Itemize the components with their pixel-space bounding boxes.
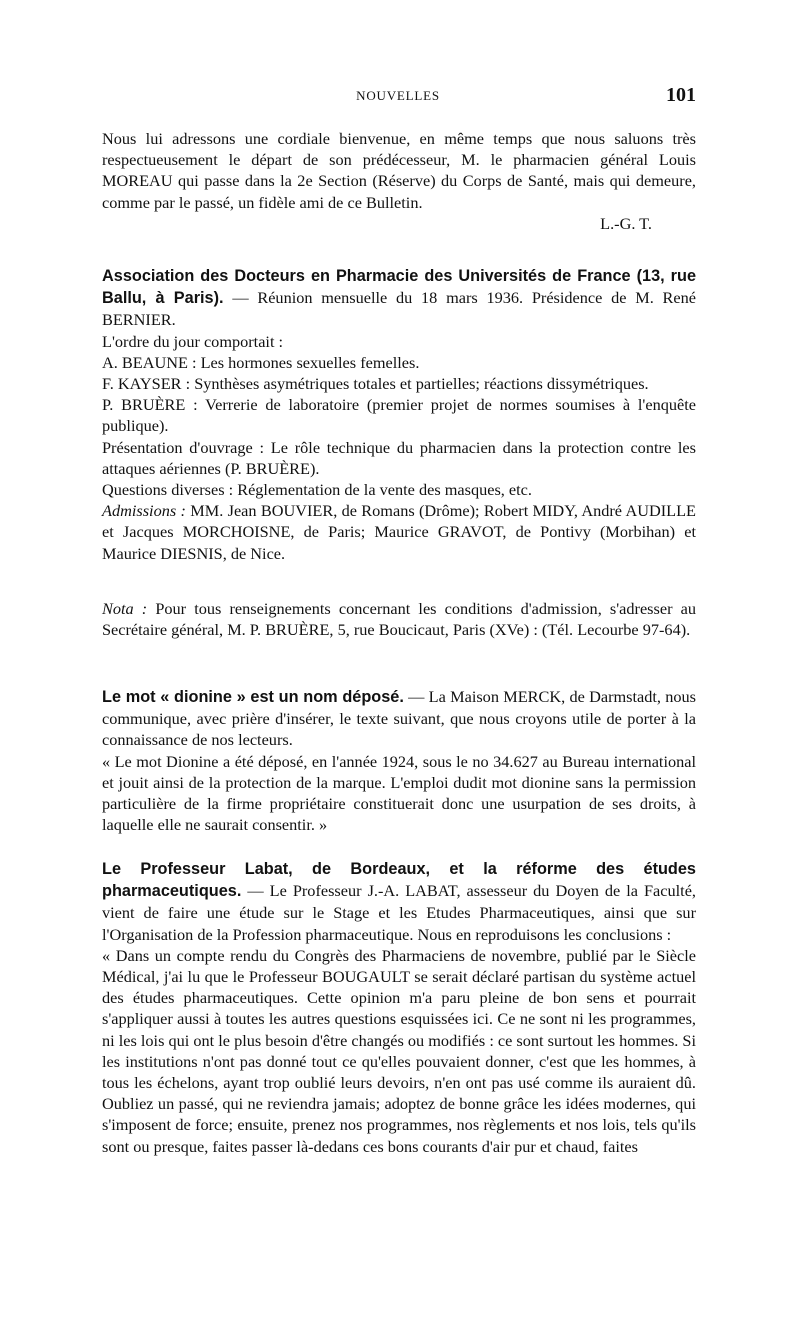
dionine-intro: — La Maison MERCK, de Darmstadt, nous communique, avec prière d'insérer, le texte suivant, que nous croyons utile de porter à la connaissance de nos lecteurs. [102, 687, 696, 750]
intro-signature: L.-G. T. [600, 213, 652, 233]
agenda-item: A. BEAUNE : Les hormones sexuelles femelles. [102, 352, 420, 372]
nota-paragraph [102, 598, 696, 640]
dionine-paragraph [102, 686, 696, 751]
agenda-item: F. KAYSER : Synthèses asymétriques totales et partielles; réactions dissymétriques. [102, 374, 649, 394]
admissions-label: Admissions : [102, 501, 186, 521]
nota-label: Nota : [102, 599, 148, 618]
page-number: 101 [666, 84, 696, 106]
dionine-quote: « Le mot Dionine a été déposé, en l'année 1924, sous le no 34.627 au Bureau international et jouit ainsi de la protection de la marque. L'emploi dudit mot dionine sans la permission particulière de la firme propriétaire constituerait donc une usurpation de ses droits, à laquelle elle ne saurait consentir. » [102, 751, 696, 835]
admissions-text: MM. Jean BOUVIER, de Romans (Drôme); Robert MIDY, André AUDILLE et Jacques MORCHOISNE, de Paris; Maurice GRAVOT, de Pontivy (Morbihan) et Maurice DIESNIS, de Nice. [102, 501, 696, 563]
labat-paragraph [102, 858, 696, 945]
agenda-item: P. BRUÈRE : Verrerie de laboratoire (premier projet de normes soumises à l'enquête publique). [102, 395, 696, 436]
labat-quote: « Dans un compte rendu du Congrès des Pharmaciens de novembre, publié par le Siècle Médical, j'ai lu que le Professeur BOUGAULT se serait déclaré partisan du système actuel des études pharmaceutiques. Cette opinion m'a paru pleine de bon sens et pourrait s'appliquer aussi à toutes les autres questions esquissées ici. Ce ne sont ni les programmes, ni les lois qui ont le plus besoin d'être changés ou modifiés : ce sont surtout les hommes. Si les institutions n'ont pas donné tout ce qu'elles pouvaient donner, c'est que les hommes, à tous les échelons, ayant trop oublié leurs devoirs, n'en ont pas usé comme ils auraient dû. Oubliez un passé, qui ne reviendra jamais; adoptez de bonne grâce les idées modernes, qui s'imposent de force; ensuite, prenez nos programmes, nos règlements et nos lois, tels qu'ils sont ou presque, faites passer là-dedans ces bons courants d'air pur et chaud, faites [102, 945, 696, 1156]
intro-paragraph: Nous lui adressons une cordiale bienvenue, en même temps que nous saluons très respectueusement le départ de son prédécesseur, M. le pharmacien général Louis MOREAU qui passe dans la 2e Section (Réserve) du Corps de Santé, mais qui demeure, comme par le passé, un fidèle ami de ce Bulletin. [102, 129, 696, 212]
dionine-block [102, 686, 696, 835]
nota-block [102, 598, 696, 640]
agenda-intro: L'ordre du jour comportait : [102, 331, 284, 351]
labat-heading: Le Professeur Labat, de Bordeaux, et la réforme des études pharmaceutiques. [102, 860, 696, 901]
association-heading: Association des Docteurs en Pharmacie des Universités de France (13, rue Ballu, à Paris). [102, 267, 696, 308]
nota-text: Pour tous renseignements concernant les conditions d'admission, s'adresser au Secrétaire général, M. P. BRUÈRE, 5, rue Boucicaut, Paris (XVe) : (Tél. Lecourbe 97-64). [102, 599, 696, 640]
running-header [100, 84, 696, 108]
agenda-item: Présentation d'ouvrage : Le rôle technique du pharmacien dans la protection contre les attaques aériennes (P. BRUÈRE). [102, 437, 696, 478]
dionine-heading: Le mot « dionine » est un nom déposé. [102, 688, 404, 706]
admissions-paragraph [102, 500, 696, 564]
association-block [102, 265, 696, 564]
labat-intro: — Le Professeur J.-A. LABAT, assesseur du Doyen de la Faculté, vient de faire une étude sur le Stage et les Etudes Pharmaceutiques, ainsi que sur l'Organisation de la Profession pharmaceutique. Nous en reproduisons les conclusions : [102, 881, 696, 944]
agenda-item: Questions diverses : Réglementation de la vente des masques, etc. [102, 480, 532, 500]
association-paragraph [102, 265, 696, 331]
labat-block [102, 858, 696, 1157]
association-meeting: — Réunion mensuelle du 18 mars 1936. Présidence de M. René BERNIER. [102, 288, 696, 330]
section-title: NOUVELLES [356, 88, 440, 103]
intro-block [102, 128, 696, 234]
